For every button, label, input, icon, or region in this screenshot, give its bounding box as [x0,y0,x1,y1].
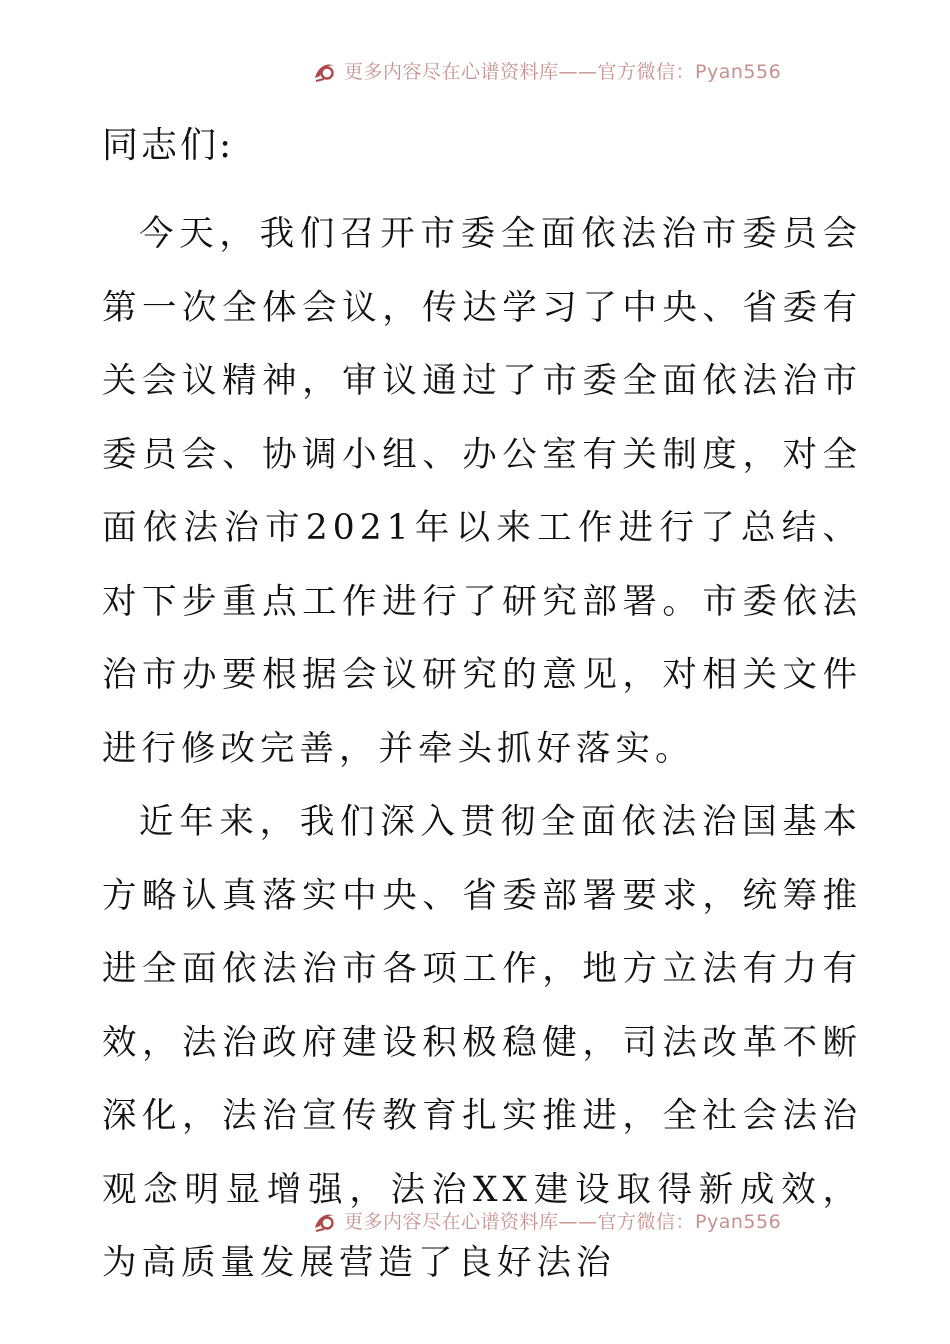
logo-icon [312,60,338,84]
paragraph-2: 近年来，我们深入贯彻全面依法治国基本方略认真落实中央、省委部署要求，统筹推进全面依法治市各项工作，地方立法有力有效，法治政府建设积极稳健，司法改革不断深化，法治宣传教育扎实推进，全社会法治观念明显增强，法治XX建设取得新成效，为高质量发展营造了良好法治 [102,802,862,1283]
paragraph-1: 今天，我们召开市委全面依法治市委员会第一次全体会议，传达学习了中央、省委有关会议精神，审议通过了市委全面依法治市委员会、协调小组、办公室有关制度，对全面依法治市2021年以来工作进行了总结、对下步重点工作进行了研究部署。市委依法治市办要根据会议研究的意见，对相关文件进行修改完善，并牵头抓好落实。 [102,214,862,769]
header-watermark-text: 更多内容尽在心谱资料库——官方微信：Pyan556 [344,61,782,83]
logo-icon [312,1210,338,1234]
salutation: 同志们: [102,125,235,166]
footer-watermark [312,1210,812,1234]
footer-watermark-text: 更多内容尽在心谱资料库——官方微信：Pyan556 [344,1211,782,1233]
header-watermark [312,60,812,84]
document-body [102,122,862,1301]
